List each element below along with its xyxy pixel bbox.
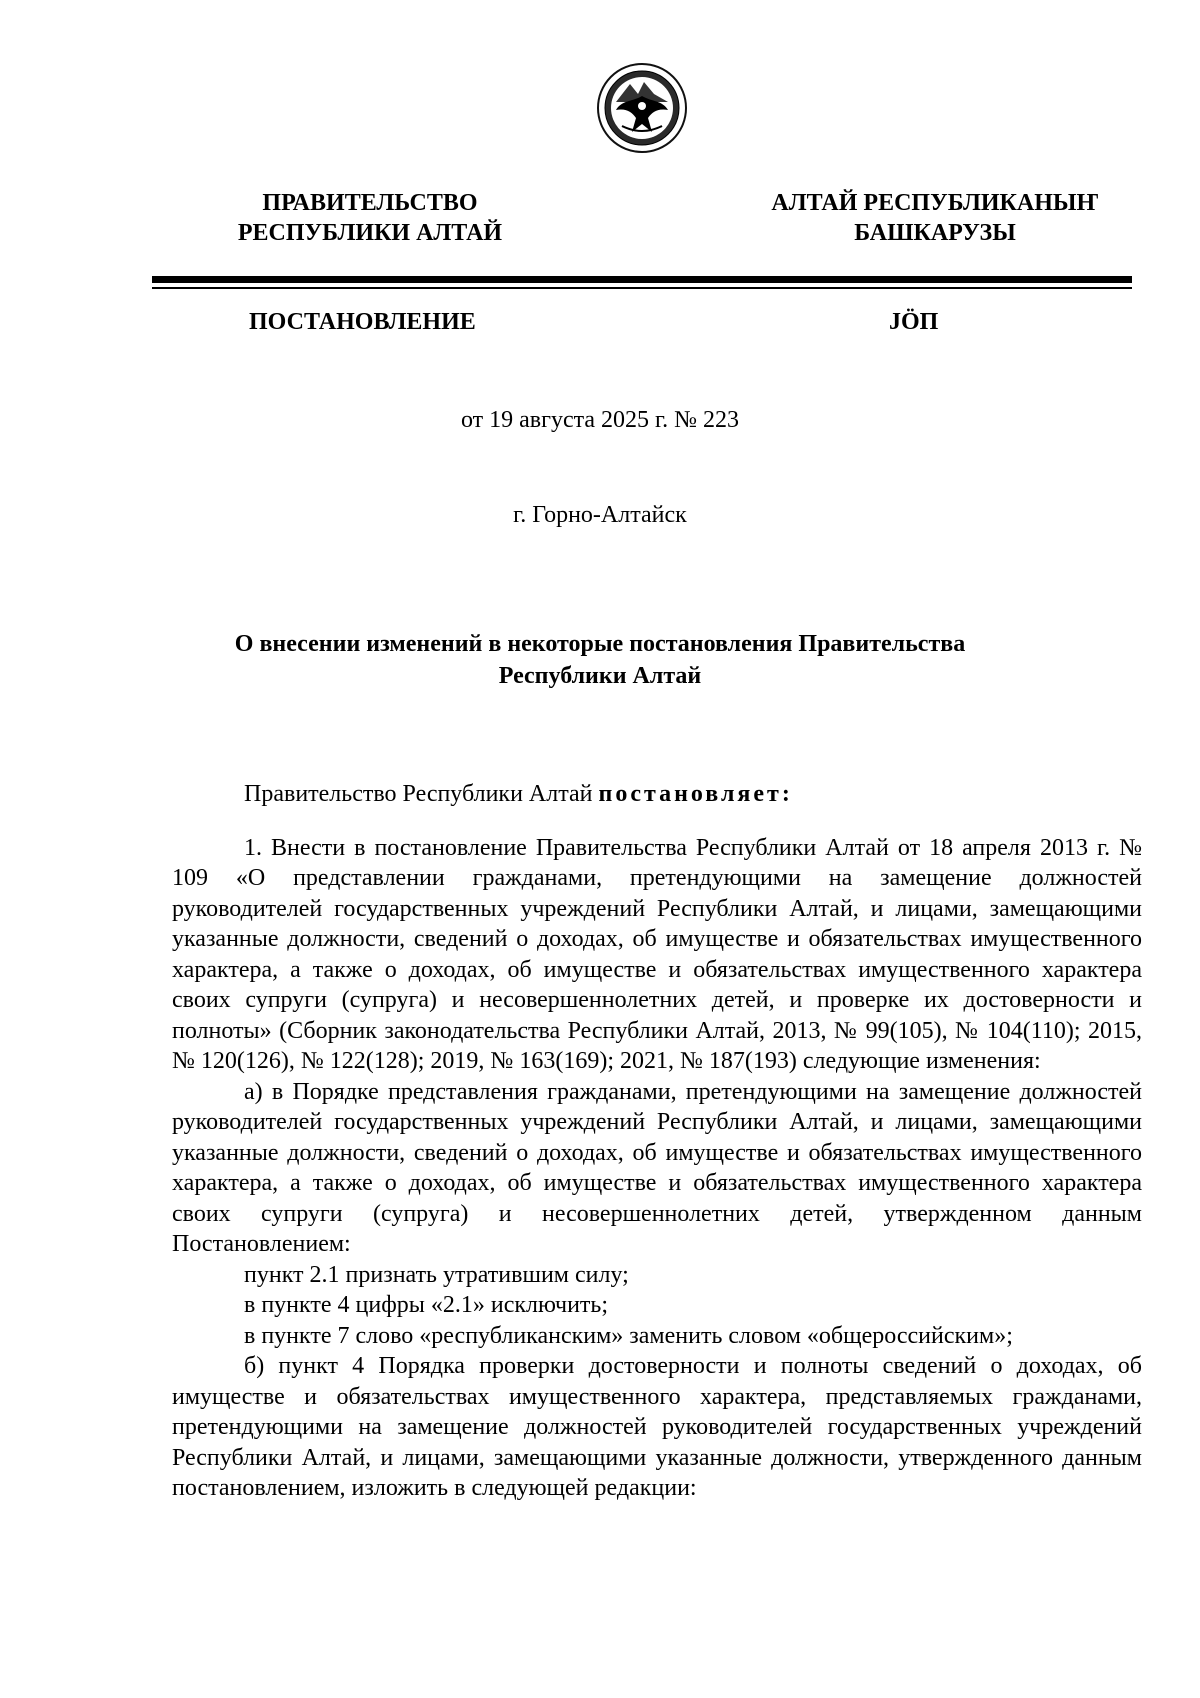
doc-type-left: ПОСТАНОВЛЕНИЕ — [249, 309, 476, 335]
header-right-line1: АЛТАЙ РЕСПУБЛИКАНЫҤ — [771, 190, 1099, 216]
city-line: г. Горно-Алтайск — [513, 502, 687, 528]
decree-word: постановляет: — [598, 781, 793, 807]
header-left-line1: ПРАВИТЕЛЬСТВО — [262, 190, 478, 216]
title-line2: Республики Алтай — [498, 663, 702, 689]
body-paragraph-6: б) пункт 4 Порядка проверки достоверности и полноты сведений о доходах, об имуществе и обязательствах имущественного характера, представляемых гражданами, претендующими на замещение должностей руководителей государственных учреждений Республики Алтай, и лицами, замещающими указанные должности, утвержденного данным постановлением, изложить в следующей редакции: — [172, 1353, 1142, 1501]
header-left-line2: РЕСПУБЛИКИ АЛТАЙ — [237, 220, 503, 246]
document-body — [172, 779, 1142, 1504]
header-right — [735, 188, 1135, 248]
body-paragraph-5: в пункте 7 слово «республиканским» заменить словом «общероссийским»; — [244, 1322, 1013, 1349]
body-paragraph-1: 1. Внести в постановление Правительства Республики Алтай от 18 апреля 2013 г. № 109 «О представлении гражданами, претендующими на замещение должностей руководителей государственных учреждений Республики Алтай, и лицами, замещающими указанные должности, сведений о доходах, об имуществе и обязательствах имущественного характера, а также о доходах, об имуществе и обязательствах имущественного характера своих супруги (супруга) и несовершеннолетних детей, и проверке их достоверности и полноты» (Сборник законодательства Республики Алтай, 2013, № 99(105), № 104(110); 2015, № 120(126), № 122(128); 2019, № 163(169); 2021, № 187(193) следующие изменения: — [172, 834, 1142, 1074]
document-title — [160, 628, 1040, 692]
body-paragraph-4: в пункте 4 цифры «2.1» исключить; — [244, 1292, 609, 1318]
doc-type-right: JӦП — [889, 309, 939, 335]
body-paragraph-2: а) в Порядке представления гражданами, претендующими на замещение должностей руководителей государственных учреждений Республики Алтай, и лицами, замещающими указанные должности, сведений о доходах, об имуществе и обязательствах имущественного характера, а также о доходах, об имуществе и обязательствах имущественного характера своих супруги (супруга) и несовершеннолетних детей, утвержденном данным Постановлением: — [172, 1078, 1142, 1257]
intro-text: Правительство Республики Алтай — [244, 781, 599, 807]
title-line1: О внесении изменений в некоторые постановления Правительства — [234, 631, 966, 657]
header-divider-thin — [152, 287, 1132, 289]
header-right-line2: БАШКАРУЗЫ — [854, 220, 1016, 246]
date-number-line: от 19 августа 2025 г. № 223 — [460, 407, 740, 433]
intro-paragraph — [172, 779, 1142, 810]
body-paragraph-3: пункт 2.1 признать утратившим силу; — [244, 1261, 629, 1288]
coat-of-arms-icon — [596, 62, 688, 154]
header-left — [170, 188, 570, 248]
header-divider-thick — [152, 276, 1132, 283]
